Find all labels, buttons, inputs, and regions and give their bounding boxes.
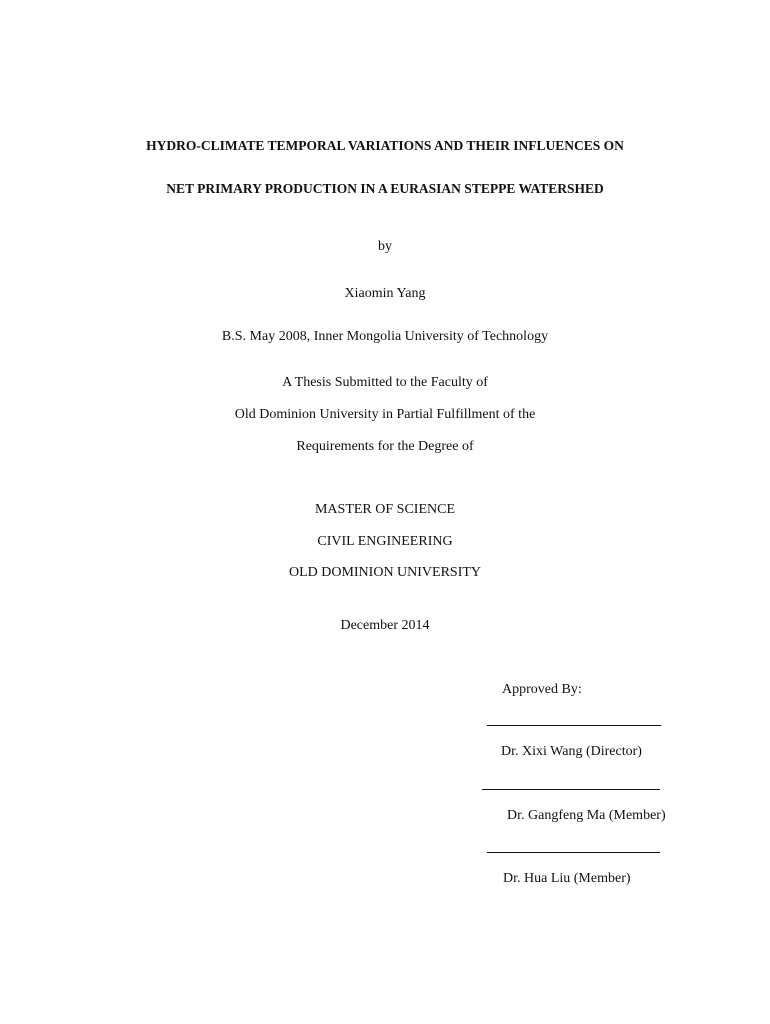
committee-member-1: Dr. Gangfeng Ma (Member): [507, 808, 666, 823]
committee-member-2: Dr. Hua Liu (Member): [503, 871, 631, 886]
thesis-title-line-2: NET PRIMARY PRODUCTION IN A EURASIAN STEPPE WATERSHED: [166, 181, 604, 196]
submission-date: December 2014: [340, 618, 430, 633]
by-label: by: [378, 239, 392, 254]
prior-degree: B.S. May 2008, Inner Mongolia University of Technology: [221, 329, 549, 344]
degree-program: CIVIL ENGINEERING: [317, 534, 453, 549]
submission-line-3: Requirements for the Degree of: [296, 439, 474, 454]
committee-member-director: Dr. Xixi Wang (Director): [501, 744, 642, 759]
approved-by-heading: Approved By:: [502, 682, 582, 697]
signature-line-member-2: [487, 852, 660, 853]
degree-institution: OLD DOMINION UNIVERSITY: [288, 565, 482, 580]
signature-line-director: [487, 725, 661, 726]
submission-line-2: Old Dominion University in Partial Fulfillment of the: [234, 407, 536, 422]
degree-name: MASTER OF SCIENCE: [314, 502, 456, 517]
signature-line-member-1: [482, 789, 660, 790]
author-name: Xiaomin Yang: [344, 286, 426, 301]
submission-line-1: A Thesis Submitted to the Faculty of: [282, 375, 488, 390]
thesis-title-line-1: HYDRO-CLIMATE TEMPORAL VARIATIONS AND THEIR INFLUENCES ON: [146, 138, 624, 153]
